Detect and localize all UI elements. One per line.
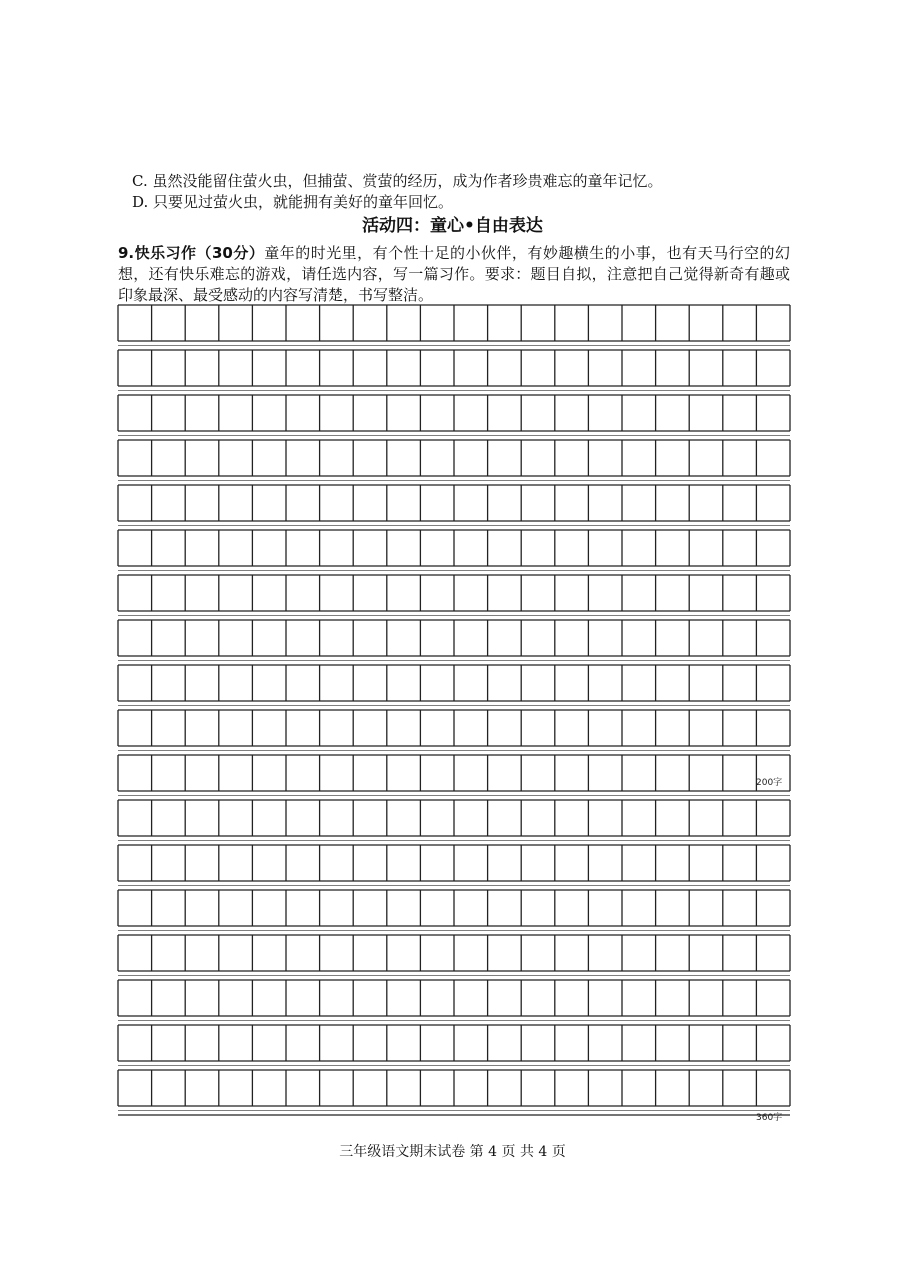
option-c: C. 虽然没能留住萤火虫，但捕萤、赏萤的经历，成为作者珍贵难忘的童年记忆。 <box>132 172 663 190</box>
grid-row[interactable] <box>118 350 790 391</box>
page-footer: 三年级语文期末试卷 第 4 页 共 4 页 <box>339 1144 566 1160</box>
word-count-marker-200: 200字 <box>756 778 783 788</box>
section-heading: 活动四：童心•自由表达 <box>362 216 543 236</box>
grid-row[interactable] <box>118 665 790 706</box>
question-label: 9.快乐习作（30分） <box>118 244 265 262</box>
grid-row[interactable] <box>118 440 790 481</box>
question-text: 童年的时光里，有个性十足的小伙伴，有妙趣横生的小事，也有天马行空的幻想，还有快乐难忘的游戏，请任选内容，写一篇习作。要求：题目自拟，注意把自己觉得新奇有趣或印象最深、最受感动的内容写清楚，书写整洁。 <box>118 244 790 304</box>
grid-row[interactable] <box>118 1070 790 1111</box>
grid-row[interactable] <box>118 620 790 661</box>
grid-row[interactable] <box>118 395 790 436</box>
grid-row[interactable] <box>118 755 790 796</box>
grid-row[interactable] <box>118 800 790 841</box>
grid-row[interactable] <box>118 305 790 346</box>
grid-row[interactable] <box>118 935 790 976</box>
grid-row[interactable] <box>118 845 790 886</box>
grid-row[interactable] <box>118 575 790 616</box>
grid-row[interactable] <box>118 530 790 571</box>
grid-row[interactable] <box>118 710 790 751</box>
word-count-marker-360: 360字 <box>756 1113 783 1123</box>
grid-row[interactable] <box>118 485 790 526</box>
grid-row[interactable] <box>118 1025 790 1066</box>
grid-row[interactable] <box>118 980 790 1021</box>
option-d: D. 只要见过萤火虫，就能拥有美好的童年回忆。 <box>132 193 454 211</box>
grid-row[interactable] <box>118 890 790 931</box>
